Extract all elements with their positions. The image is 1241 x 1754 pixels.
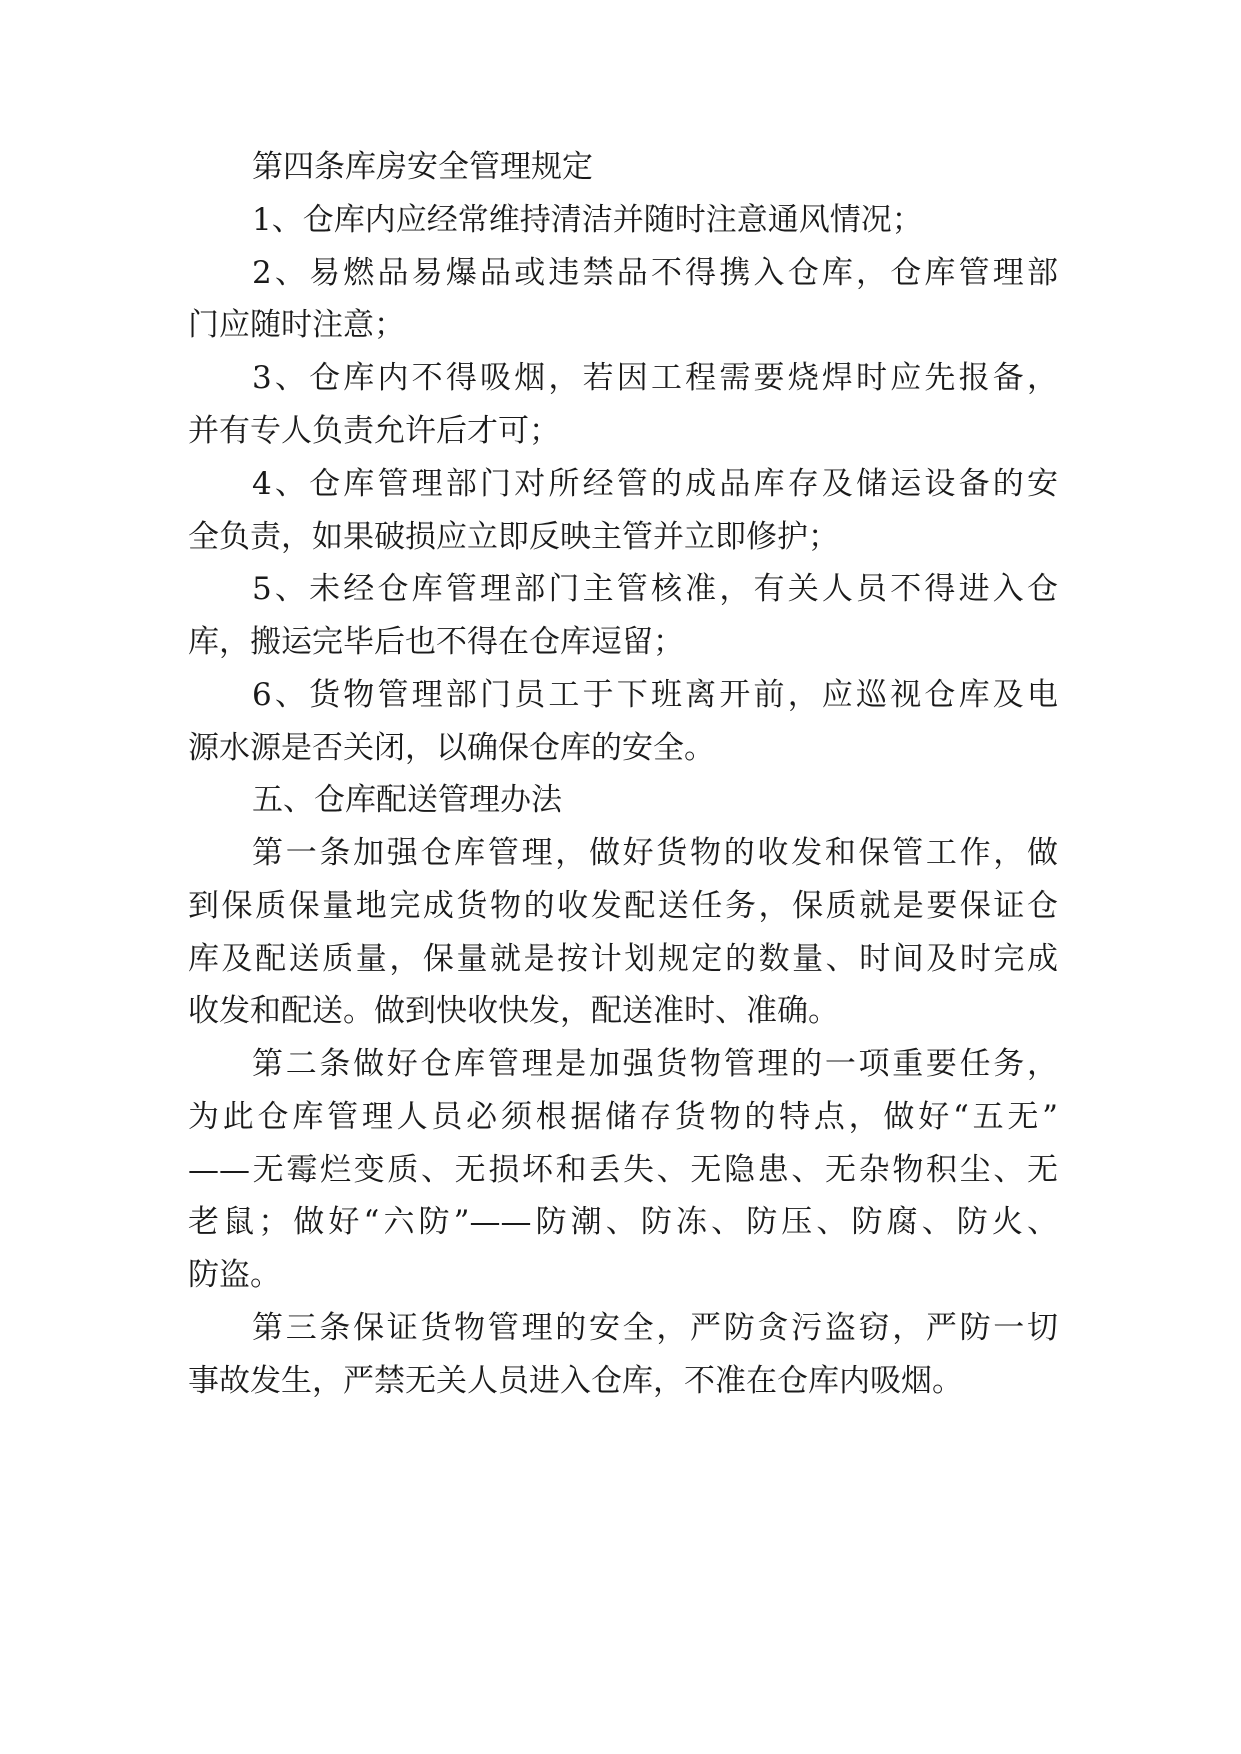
paragraph-line: 第三条保证货物管理的安全，严防贪污盗窃，严防一切	[252, 1310, 1058, 1346]
paragraph-line: ——无霉烂变质、无损坏和丢失、无隐患、无杂物积尘、无	[188, 1152, 1058, 1188]
paragraph-line: 全负责，如果破损应立即反映主管并立即修护；	[188, 519, 839, 555]
section-heading-article-4: 第四条库房安全管理规定	[252, 149, 593, 185]
paragraph-line: 5、未经仓库管理部门主管核准，有关人员不得进入仓	[252, 571, 1058, 607]
paragraph-line: 2、易燃品易爆品或违禁品不得携入仓库，仓库管理部	[252, 255, 1058, 291]
paragraph-line: 事故发生，严禁无关人员进入仓库，不准在仓库内吸烟。	[188, 1363, 963, 1399]
paragraph-line: 库，搬运完毕后也不得在仓库逗留；	[188, 624, 684, 660]
paragraph-line: 3、仓库内不得吸烟，若因工程需要烧焊时应先报备，	[252, 360, 1058, 396]
paragraph-line: 收发和配送。做到快收快发，配送准时、准确。	[188, 993, 839, 1029]
section-heading-5: 五、仓库配送管理办法	[252, 782, 562, 818]
paragraph-line: 第一条加强仓库管理，做好货物的收发和保管工作，做	[252, 835, 1058, 871]
paragraph-line: 1、仓库内应经常维持清洁并随时注意通风情况；	[252, 202, 923, 238]
paragraph-line: 门应随时注意；	[188, 307, 405, 343]
paragraph-line: 并有专人负责允许后才可；	[188, 413, 560, 449]
paragraph-line: 源水源是否关闭，以确保仓库的安全。	[188, 730, 715, 766]
paragraph-line: 第二条做好仓库管理是加强货物管理的一项重要任务，	[252, 1046, 1058, 1082]
paragraph-line: 4、仓库管理部门对所经管的成品库存及储运设备的安	[252, 466, 1058, 502]
paragraph-line: 6、货物管理部门员工于下班离开前，应巡视仓库及电	[252, 677, 1058, 713]
paragraph-line: 防盗。	[188, 1257, 281, 1293]
paragraph-line: 库及配送质量，保量就是按计划规定的数量、时间及时完成	[188, 941, 1058, 977]
paragraph-line: 到保质保量地完成货物的收发配送任务，保质就是要保证仓	[188, 888, 1058, 924]
paragraph-line: 为此仓库管理人员必须根据储存货物的特点，做好“五无”	[188, 1099, 1058, 1135]
paragraph-line: 老鼠；做好“六防”——防潮、防冻、防压、防腐、防火、	[188, 1204, 1058, 1240]
